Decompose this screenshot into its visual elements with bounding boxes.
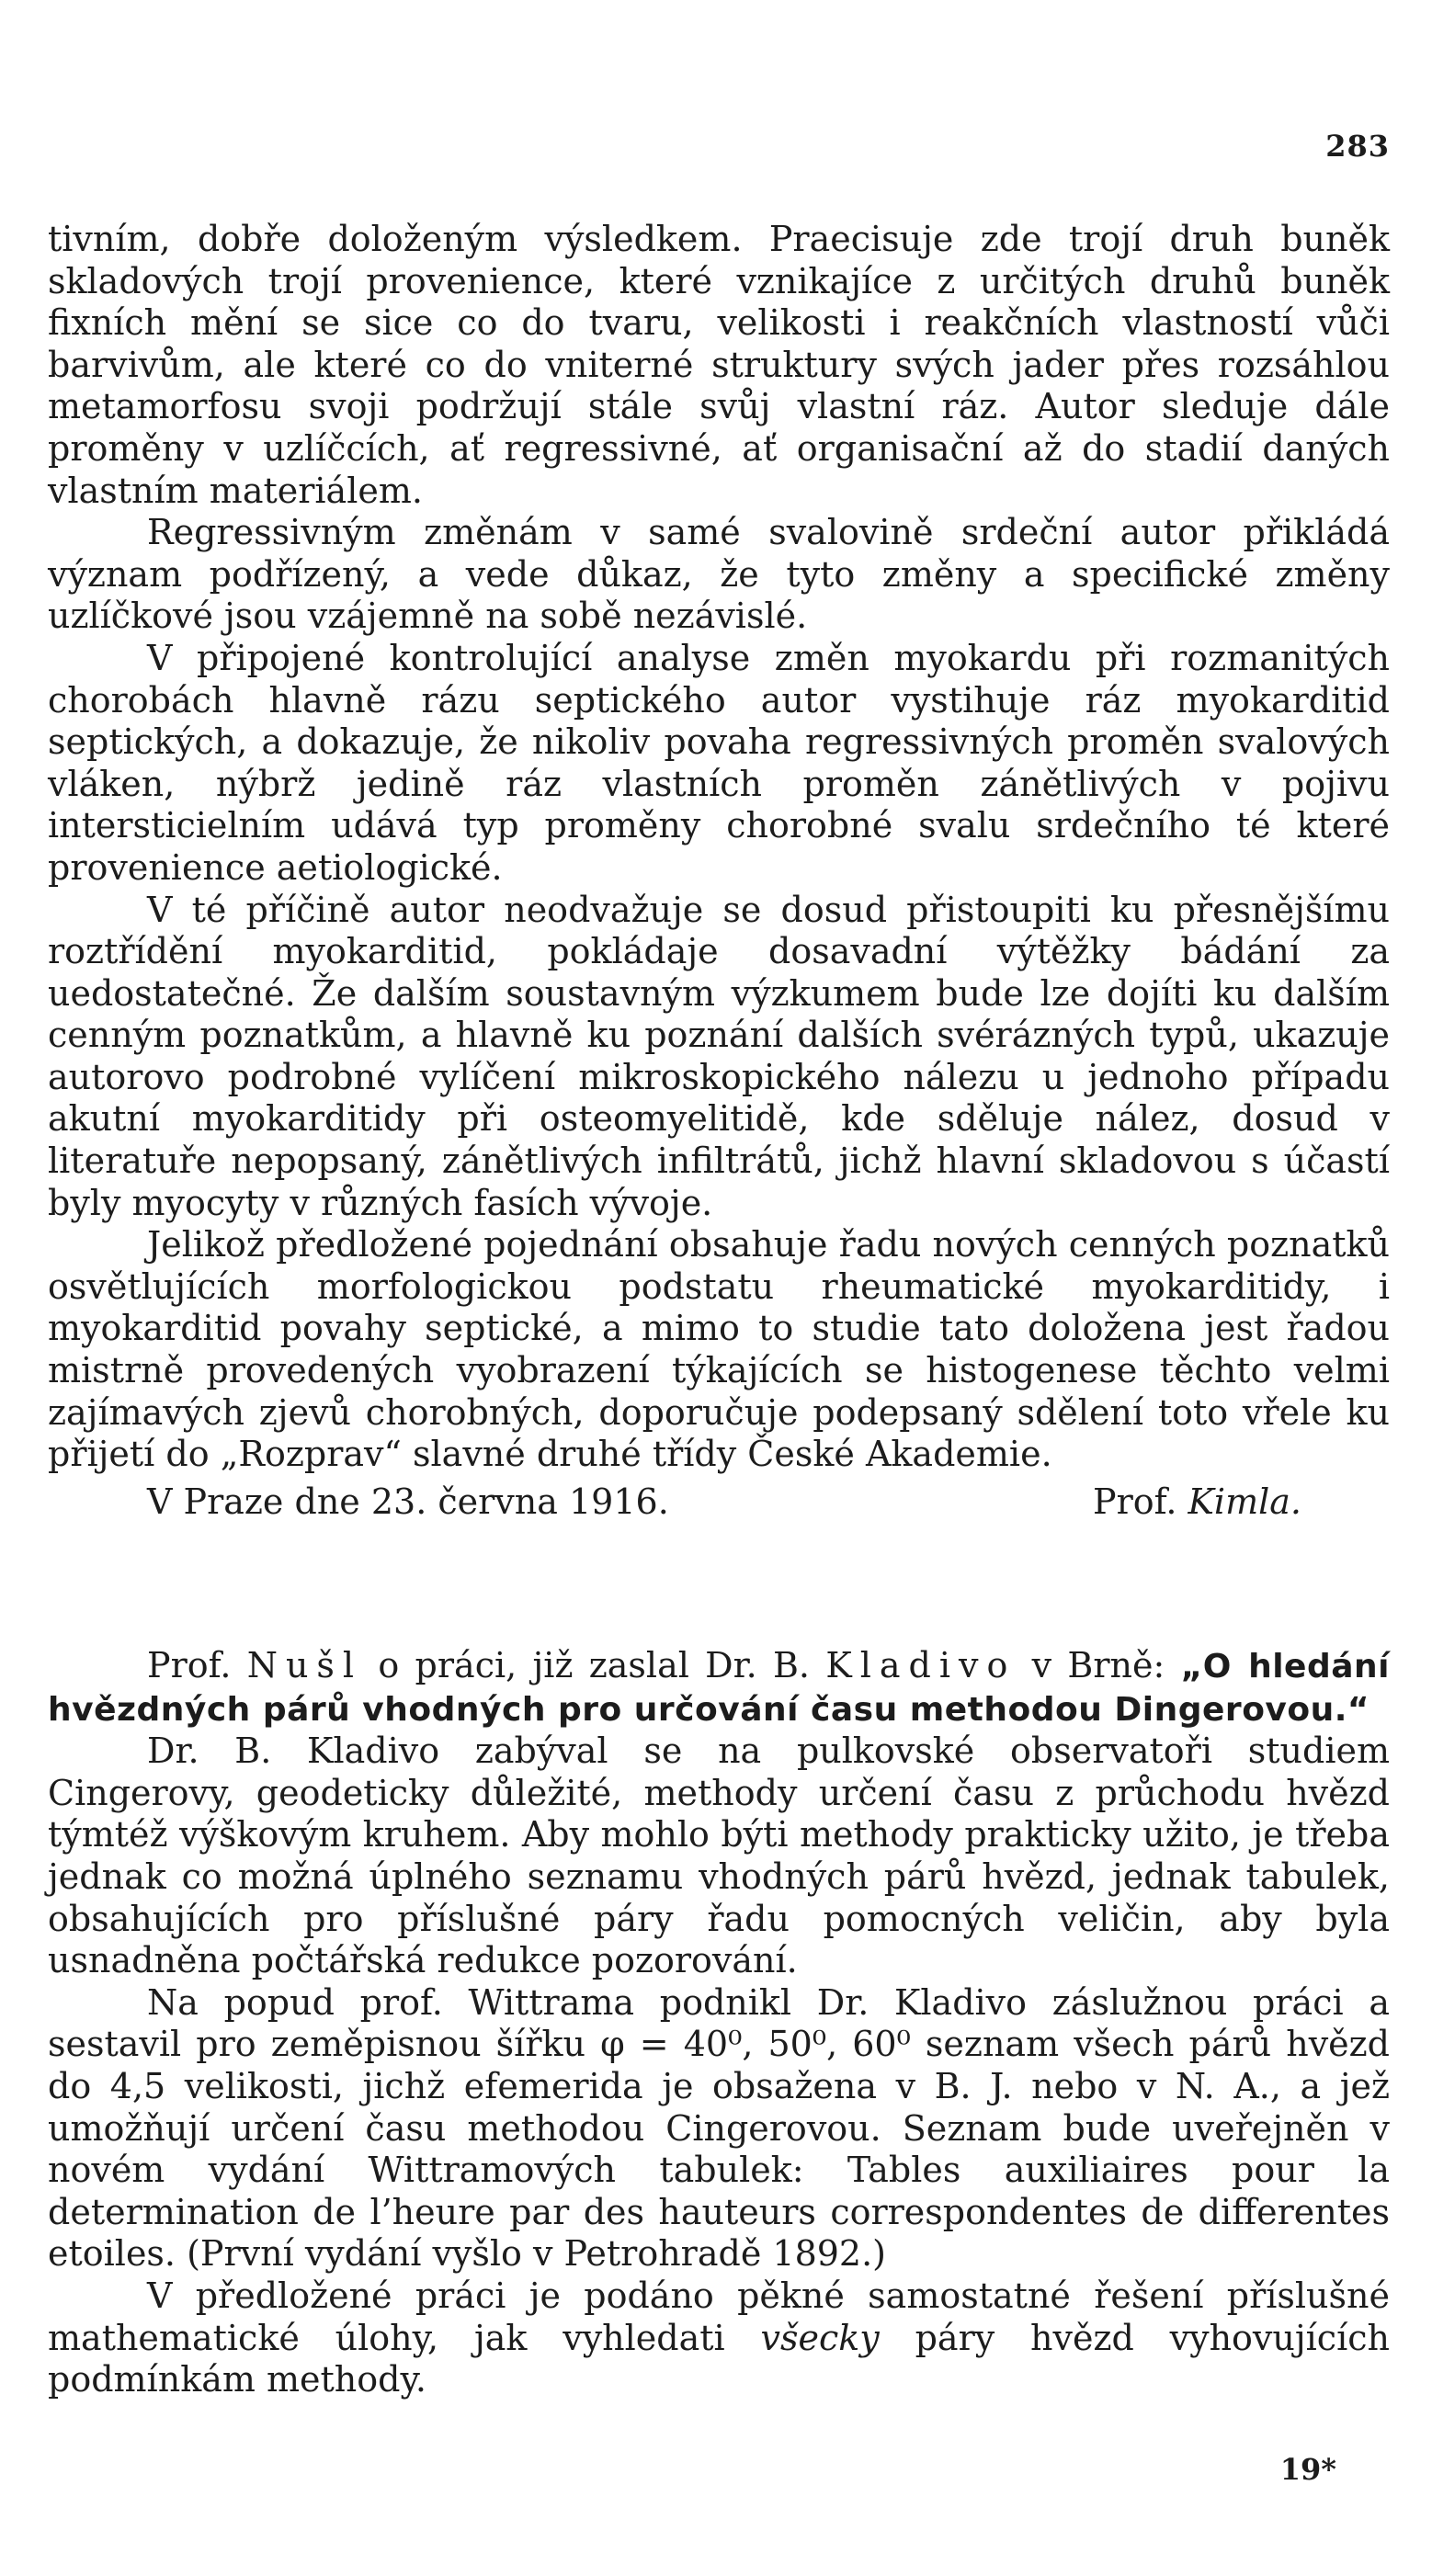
- paragraph-regressive-changes: Regressivným změnám v samé svalovině srdeční autor přikládá význam podřízený, a vede důkaz, že tyto změny a specifické změny uzlíčkové jsou vzájemně na sobě nezávislé.: [48, 512, 1390, 637]
- report-intro-middle: o práci, již zaslal Dr. B.: [378, 1645, 811, 1685]
- report-intro-prefix: Prof.: [147, 1645, 232, 1685]
- paragraph-recommendation: Jelikož předložené pojednání obsahuje řadu nových cenných poznatků osvětlujících morfologickou podstatu rheumatické myokarditidy, i myokarditid povahy septické, a mimo to studie tato doložena jest řadou mistrně provedených vyobrazení týkajících se histogenese těchto velmi zajímavých zjevů chorobných, doporučuje podepsaný sdělení toto vřele ku přijetí do „Rozprav“ slavné druhé třídy České Akademie.: [48, 1224, 1390, 1475]
- signature-name: Kimla.: [1188, 1481, 1301, 1522]
- date-line: V Praze dne 23. června 1916.: [147, 1481, 669, 1522]
- author-name: Kladivo: [825, 1645, 1017, 1685]
- paragraph-solution: [48, 2275, 1390, 2401]
- signature-line: [48, 1481, 1390, 1524]
- paragraph-star-list: Na popud prof. Wittrama podnikl Dr. Kladivo záslužnou práci a sestavil pro zeměpisnou šířku φ = 40⁰, 50⁰, 60⁰ seznam všech párů hvězd do 4,5 velikosti, jichž efemerida je obsažena v B. J. nebo v N. A., a jež umožňují určení času methodou Cingerovou. Seznam bude uveřejněn v novém vydání Wittramových tabulek: Tables auxiliaires pour la determination de l’heure par des hauteurs correspondentes de differentes etoiles. (První vydání vyšlo v Petrohradě 1892.): [48, 1981, 1390, 2275]
- paragraph-continuation: tivním, dobře doloženým výsledkem. Praecisuje zde trojí druh buněk skladových trojí provenience, které vznikajíce z určitých druhů buněk fixních mění se sice co do tvaru, velikosti i reakčních vlastností vůči barvivům, ale které co do vniterné struktury svých jader přes rozsáhlou metamorfosu svoji podržují stále svůj vlastní ráz. Autor sleduje dále proměny v uzlíčcích, ať regressivné, ať organisační až do stadií daných vlastním materiálem.: [48, 219, 1390, 511]
- signature-prefix: Prof.: [1093, 1481, 1177, 1522]
- work-title: „O hledání hvězdných párů vhodných pro určování času methodou Dingerovou.“: [48, 1648, 1390, 1729]
- report-intro-city: v Brně:: [1031, 1645, 1165, 1685]
- report-nusl: [48, 1645, 1390, 2401]
- review-kimla: [48, 219, 1390, 1523]
- paragraph-classification: V té příčině autor neodvažuje se dosud přistoupiti ku přesnějšímu roztřídění myokarditid, pokládaje dosavadní výtěžky bádání za uedostatečné. Že dalším soustavným výzkumem bude lze dojíti ku dalším cenným poznatkům, a hlavně ku poznání dalších svérázných typů, ukazuje autorovo podrobné vylíčení mikroskopického nálezu u jednoho případu akutní myokarditidy při osteomyelitidě, kde sděluje nález, dosud v literatuře nepopsaný, zánětlivých infiltrátů, jichž hlavní skladovou s účastí byly myocyty v různých fasích vývoje.: [48, 889, 1390, 1223]
- page-number: 283: [1325, 129, 1390, 164]
- presenter-name: Nušl: [246, 1645, 363, 1685]
- paragraph-kladivo-study: Dr. B. Kladivo zabýval se na pulkovské observatoři studiem Cingerovy, geodeticky důležité, methody určení času z průchodu hvězd týmtéž výškovým kruhem. Aby mohlo býti methody prakticky užito, je třeba jednak co možná úplného seznamu vhodných párů hvězd, jednak tabulek, obsahujících pro příslušné páry řadu pomocných veličin, aby byla usnadněna počtářská redukce pozorování.: [48, 1731, 1390, 1981]
- signature-mark: 19*: [1279, 2452, 1336, 2487]
- solution-text-before: V předložené práci je podáno pěkné samostatné řešení příslušné mathematické úlohy, jak vyhledati: [48, 2275, 1390, 2358]
- solution-text-after: páry hvězd vyhovujících podmínkám methody.: [48, 2317, 1390, 2400]
- report-heading: [48, 1645, 1390, 1731]
- signature: [1093, 1481, 1301, 1524]
- paragraph-control-analysis: V připojené kontrolující analyse změn myokardu při rozmanitých chorobách hlavně rázu septického autor vystihuje ráz myokarditid septických, a dokazuje, že nikoliv povaha regressivných proměn svalových vláken, nýbrž jedině ráz vlastních proměn zánětlivých v pojivu intersticielním udává typ proměny chorobné svalu srdečního té které provenience aetiologické.: [48, 637, 1390, 888]
- solution-emphasis: všecky: [760, 2317, 880, 2358]
